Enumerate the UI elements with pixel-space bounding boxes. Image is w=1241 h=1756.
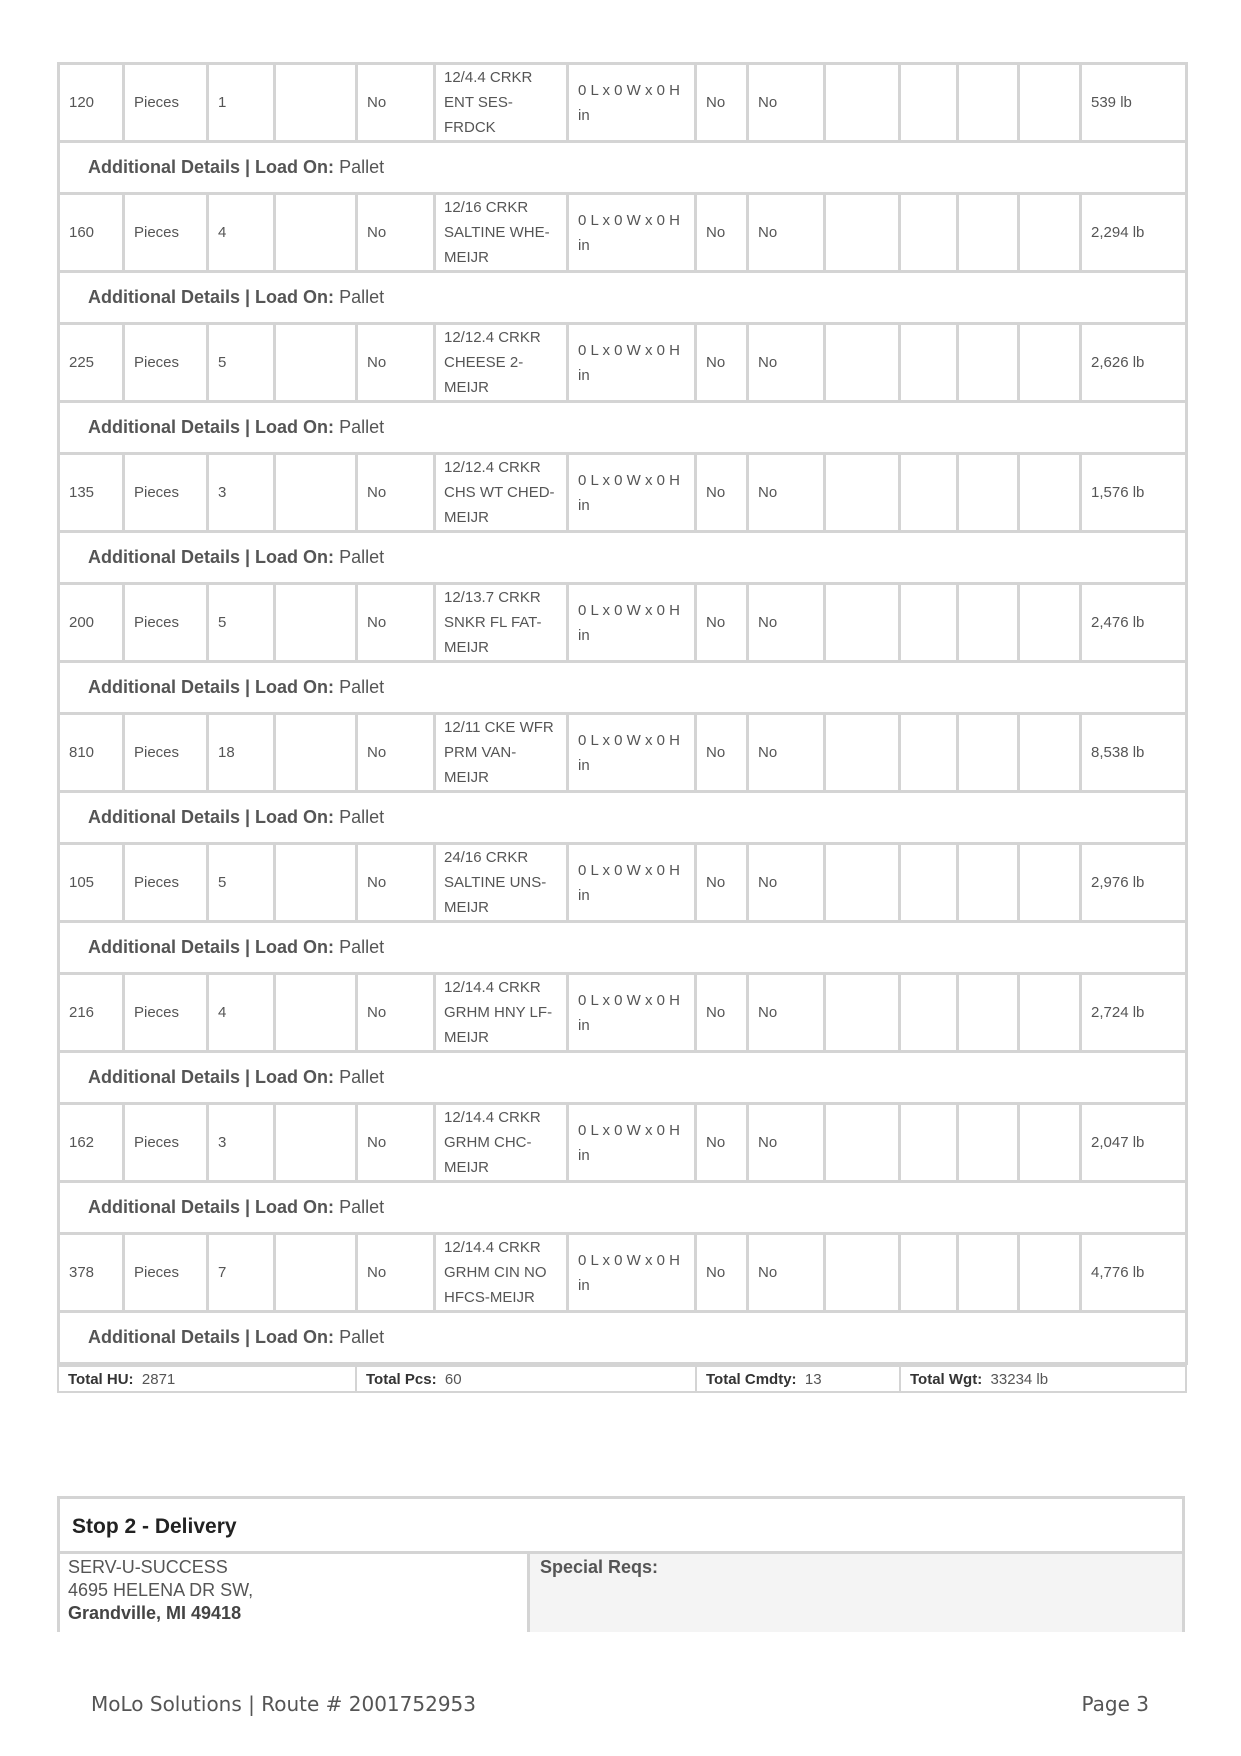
description-cell: 24/16 CRKR SALTINE UNS-MEIJR (435, 844, 568, 922)
weight-cell: 539 lb (1081, 64, 1187, 142)
unit-cell: Pieces (124, 844, 208, 922)
details-value: Pallet (339, 547, 385, 567)
commodity-table (57, 62, 1188, 1365)
flag-cell: No (748, 454, 825, 532)
table-row (59, 714, 1187, 792)
details-label: Additional Details | Load On: (88, 547, 335, 567)
details-label: Additional Details | Load On: (88, 157, 335, 177)
weight-cell: 8,538 lb (1081, 714, 1187, 792)
additional-details (59, 1312, 1187, 1364)
flag-cell: No (748, 714, 825, 792)
flag-cell: No (748, 1234, 825, 1312)
empty-cell (825, 64, 900, 142)
empty-cell (900, 454, 958, 532)
details-label: Additional Details | Load On: (88, 1327, 335, 1347)
details-value: Pallet (339, 677, 385, 697)
blank-cell (275, 714, 357, 792)
additional-details-row (59, 662, 1187, 714)
flag-cell: No (748, 64, 825, 142)
special-reqs-label: Special Reqs: (540, 1557, 659, 1577)
blank-cell (275, 324, 357, 402)
description-cell: 12/14.4 CRKR GRHM CIN NO HFCS-MEIJR (435, 1234, 568, 1312)
flag-cell: No (696, 1234, 748, 1312)
empty-cell (825, 844, 900, 922)
dimensions-cell: 0 L x 0 W x 0 H in (568, 844, 696, 922)
empty-cell (958, 64, 1019, 142)
flag-cell: No (696, 584, 748, 662)
empty-cell (900, 1104, 958, 1182)
blank-cell (275, 1234, 357, 1312)
empty-cell (900, 324, 958, 402)
blank-cell (275, 1104, 357, 1182)
footer-page-number: Page 3 (1081, 1692, 1149, 1716)
empty-cell (825, 324, 900, 402)
weight-cell: 1,576 lb (1081, 454, 1187, 532)
table-row (59, 844, 1187, 922)
flag-cell: No (748, 324, 825, 402)
additional-details-row (59, 1182, 1187, 1234)
hu-cell: 378 (59, 1234, 124, 1312)
flag-cell: No (748, 1104, 825, 1182)
additional-details (59, 1052, 1187, 1104)
hu-cell: 810 (59, 714, 124, 792)
details-value: Pallet (339, 157, 385, 177)
additional-details (59, 1182, 1187, 1234)
unit-cell: Pieces (124, 324, 208, 402)
empty-cell (958, 194, 1019, 272)
weight-cell: 2,724 lb (1081, 974, 1187, 1052)
details-value: Pallet (339, 417, 385, 437)
dimensions-cell: 0 L x 0 W x 0 H in (568, 974, 696, 1052)
description-cell: 12/14.4 CRKR GRHM HNY LF-MEIJR (435, 974, 568, 1052)
flag-cell: No (696, 64, 748, 142)
empty-cell (1019, 64, 1081, 142)
hu-cell: 120 (59, 64, 124, 142)
empty-cell (900, 1234, 958, 1312)
hu-cell: 162 (59, 1104, 124, 1182)
details-value: Pallet (339, 287, 385, 307)
flag-cell: No (748, 974, 825, 1052)
empty-cell (900, 974, 958, 1052)
weight-cell: 2,476 lb (1081, 584, 1187, 662)
empty-cell (900, 64, 958, 142)
details-label: Additional Details | Load On: (88, 1067, 335, 1087)
dimensions-cell: 0 L x 0 W x 0 H in (568, 194, 696, 272)
details-value: Pallet (339, 807, 385, 827)
additional-details-row (59, 272, 1187, 324)
empty-cell (958, 844, 1019, 922)
table-row (59, 194, 1187, 272)
additional-details (59, 402, 1187, 454)
weight-cell: 2,294 lb (1081, 194, 1187, 272)
dimensions-cell: 0 L x 0 W x 0 H in (568, 324, 696, 402)
empty-cell (900, 844, 958, 922)
empty-cell (900, 714, 958, 792)
hu-cell: 160 (59, 194, 124, 272)
additional-details (59, 532, 1187, 584)
hazmat-cell: No (357, 844, 435, 922)
blank-cell (275, 64, 357, 142)
blank-cell (275, 974, 357, 1052)
empty-cell (825, 1104, 900, 1182)
description-cell: 12/11 CKE WFR PRM VAN-MEIJR (435, 714, 568, 792)
unit-cell: Pieces (124, 64, 208, 142)
total-wgt: Total Wgt: 33234 lb (900, 1366, 1186, 1392)
dimensions-cell: 0 L x 0 W x 0 H in (568, 1234, 696, 1312)
special-reqs (530, 1554, 1182, 1632)
dimensions-cell: 0 L x 0 W x 0 H in (568, 584, 696, 662)
flag-cell: No (696, 194, 748, 272)
empty-cell (1019, 584, 1081, 662)
hu-cell: 135 (59, 454, 124, 532)
empty-cell (958, 1104, 1019, 1182)
stop-name: SERV-U-SUCCESS (68, 1557, 228, 1577)
details-label: Additional Details | Load On: (88, 287, 335, 307)
flag-cell: No (696, 324, 748, 402)
unit-cell: Pieces (124, 714, 208, 792)
unit-cell: Pieces (124, 974, 208, 1052)
unit-cell: Pieces (124, 584, 208, 662)
empty-cell (825, 584, 900, 662)
dimensions-cell: 0 L x 0 W x 0 H in (568, 64, 696, 142)
hazmat-cell: No (357, 454, 435, 532)
stop-street: 4695 HELENA DR SW, (68, 1580, 254, 1600)
table-row (59, 1234, 1187, 1312)
blank-cell (275, 584, 357, 662)
pcs-cell: 18 (208, 714, 275, 792)
details-label: Additional Details | Load On: (88, 1197, 335, 1217)
details-value: Pallet (339, 1067, 385, 1087)
pcs-cell: 5 (208, 844, 275, 922)
description-cell: 12/12.4 CRKR CHEESE 2-MEIJR (435, 324, 568, 402)
empty-cell (1019, 714, 1081, 792)
flag-cell: No (748, 584, 825, 662)
commodity-section (57, 62, 1185, 1393)
empty-cell (825, 1234, 900, 1312)
additional-details-row (59, 532, 1187, 584)
empty-cell (1019, 1104, 1081, 1182)
empty-cell (1019, 194, 1081, 272)
additional-details-row (59, 402, 1187, 454)
pcs-cell: 4 (208, 974, 275, 1052)
dimensions-cell: 0 L x 0 W x 0 H in (568, 454, 696, 532)
empty-cell (825, 714, 900, 792)
empty-cell (1019, 844, 1081, 922)
additional-details-row (59, 922, 1187, 974)
description-cell: 12/4.4 CRKR ENT SES-FRDCK (435, 64, 568, 142)
flag-cell: No (748, 194, 825, 272)
pcs-cell: 4 (208, 194, 275, 272)
hazmat-cell: No (357, 974, 435, 1052)
weight-cell: 2,976 lb (1081, 844, 1187, 922)
details-label: Additional Details | Load On: (88, 417, 335, 437)
total-hu: Total HU: 2871 (58, 1366, 356, 1392)
table-row (59, 974, 1187, 1052)
hazmat-cell: No (357, 64, 435, 142)
empty-cell (1019, 454, 1081, 532)
description-cell: 12/16 CRKR SALTINE WHE-MEIJR (435, 194, 568, 272)
pcs-cell: 1 (208, 64, 275, 142)
table-row (59, 454, 1187, 532)
weight-cell: 4,776 lb (1081, 1234, 1187, 1312)
hazmat-cell: No (357, 1104, 435, 1182)
footer-route: MoLo Solutions | Route # 2001752953 (91, 1692, 476, 1716)
unit-cell: Pieces (124, 1104, 208, 1182)
hu-cell: 225 (59, 324, 124, 402)
table-row (59, 64, 1187, 142)
empty-cell (900, 584, 958, 662)
pcs-cell: 3 (208, 1104, 275, 1182)
pcs-cell: 5 (208, 584, 275, 662)
hu-cell: 200 (59, 584, 124, 662)
empty-cell (958, 714, 1019, 792)
additional-details (59, 662, 1187, 714)
empty-cell (1019, 324, 1081, 402)
additional-details-row (59, 1312, 1187, 1364)
stop-section (57, 1496, 1185, 1632)
additional-details-row (59, 792, 1187, 844)
pcs-cell: 5 (208, 324, 275, 402)
totals-row (57, 1365, 1187, 1393)
description-cell: 12/14.4 CRKR GRHM CHC-MEIJR (435, 1104, 568, 1182)
hazmat-cell: No (357, 194, 435, 272)
empty-cell (825, 194, 900, 272)
empty-cell (1019, 1234, 1081, 1312)
details-value: Pallet (339, 1197, 385, 1217)
flag-cell: No (696, 714, 748, 792)
blank-cell (275, 194, 357, 272)
details-value: Pallet (339, 1327, 385, 1347)
empty-cell (958, 324, 1019, 402)
additional-details-row (59, 142, 1187, 194)
hu-cell: 216 (59, 974, 124, 1052)
stop-address (60, 1554, 530, 1632)
details-label: Additional Details | Load On: (88, 677, 335, 697)
flag-cell: No (696, 454, 748, 532)
details-label: Additional Details | Load On: (88, 807, 335, 827)
empty-cell (900, 194, 958, 272)
additional-details (59, 792, 1187, 844)
additional-details (59, 272, 1187, 324)
empty-cell (1019, 974, 1081, 1052)
blank-cell (275, 454, 357, 532)
additional-details-row (59, 1052, 1187, 1104)
description-cell: 12/13.7 CRKR SNKR FL FAT-MEIJR (435, 584, 568, 662)
details-label: Additional Details | Load On: (88, 937, 335, 957)
hu-cell: 105 (59, 844, 124, 922)
weight-cell: 2,047 lb (1081, 1104, 1187, 1182)
table-row (59, 1104, 1187, 1182)
stop-title: Stop 2 - Delivery (60, 1499, 1182, 1554)
hazmat-cell: No (357, 1234, 435, 1312)
dimensions-cell: 0 L x 0 W x 0 H in (568, 714, 696, 792)
empty-cell (825, 454, 900, 532)
empty-cell (825, 974, 900, 1052)
unit-cell: Pieces (124, 194, 208, 272)
empty-cell (958, 1234, 1019, 1312)
blank-cell (275, 844, 357, 922)
additional-details (59, 922, 1187, 974)
pcs-cell: 7 (208, 1234, 275, 1312)
hazmat-cell: No (357, 584, 435, 662)
flag-cell: No (748, 844, 825, 922)
details-value: Pallet (339, 937, 385, 957)
unit-cell: Pieces (124, 1234, 208, 1312)
dimensions-cell: 0 L x 0 W x 0 H in (568, 1104, 696, 1182)
empty-cell (958, 974, 1019, 1052)
weight-cell: 2,626 lb (1081, 324, 1187, 402)
total-pcs: Total Pcs: 60 (356, 1366, 696, 1392)
hazmat-cell: No (357, 714, 435, 792)
hazmat-cell: No (357, 324, 435, 402)
additional-details (59, 142, 1187, 194)
flag-cell: No (696, 974, 748, 1052)
table-row (59, 324, 1187, 402)
stop-city: Grandville, MI 49418 (68, 1603, 242, 1623)
flag-cell: No (696, 1104, 748, 1182)
flag-cell: No (696, 844, 748, 922)
table-row (59, 584, 1187, 662)
pcs-cell: 3 (208, 454, 275, 532)
empty-cell (958, 584, 1019, 662)
total-cmdty: Total Cmdty: 13 (696, 1366, 900, 1392)
unit-cell: Pieces (124, 454, 208, 532)
empty-cell (958, 454, 1019, 532)
description-cell: 12/12.4 CRKR CHS WT CHED-MEIJR (435, 454, 568, 532)
